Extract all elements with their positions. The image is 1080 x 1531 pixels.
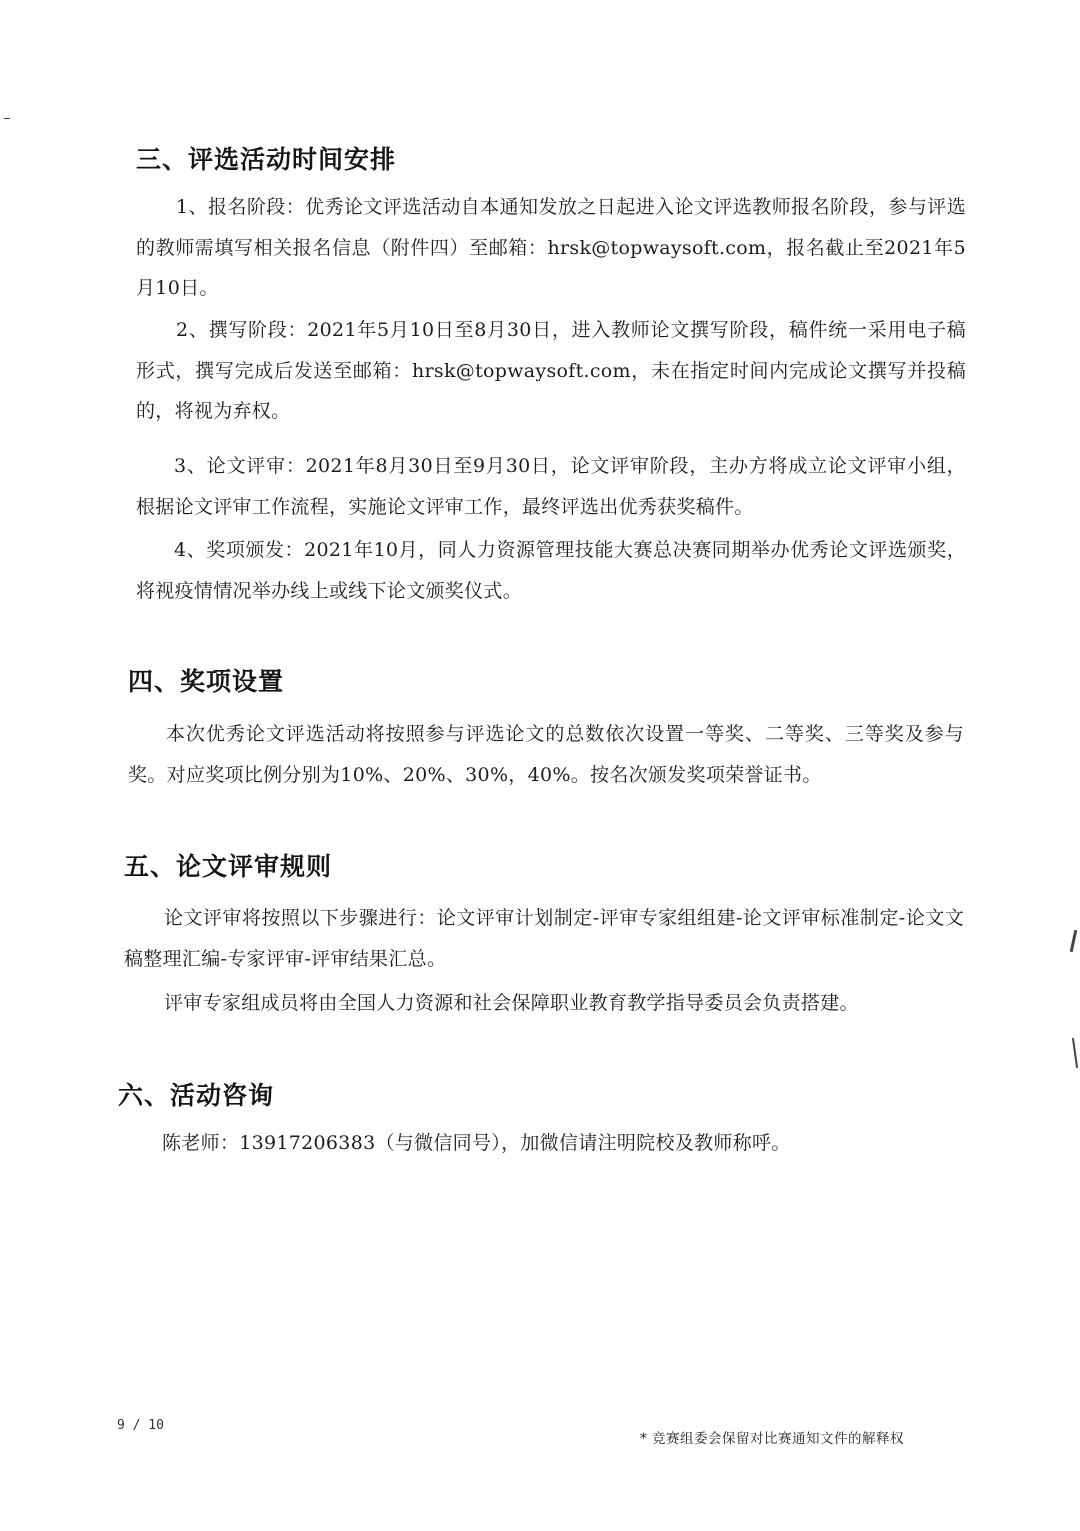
paragraph-review-committee: 评审专家组成员将由全国人力资源和社会保障职业教育教学指导委员会负责搭建。: [164, 992, 859, 1014]
section-heading-consultation: 六、活动咨询: [118, 1081, 275, 1110]
paragraph-review-steps: 论文评审将按照以下步骤进行：论文评审计划制定-评审专家组组建-论文评审标准制定-论文文稿整理汇编-专家评审-评审结果汇总。: [124, 907, 964, 970]
section-heading-awards: 四、奖项设置: [128, 667, 285, 696]
section-heading-schedule: 三、评选活动时间安排: [136, 145, 397, 174]
paragraph-registration-stage: 1、报名阶段：优秀论文评选活动自本通知发放之日起进入论文评选教师报名阶段，参与评选的教师需填写相关报名信息（附件四）至邮箱：hrsk@topwaysoft.com，报名截止至2021年5月10日。: [136, 196, 966, 299]
paragraph-award-settings: 本次优秀论文评选活动将按照参与评选论文的总数依次设置一等奖、二等奖、三等奖及参与奖。对应奖项比例分别为10%、20%、30%，40%。按名次颁发奖项荣誉证书。: [128, 723, 964, 786]
section-heading-review-rules: 五、论文评审规则: [124, 852, 333, 881]
paragraph-contact: 陈老师：13917206383（与微信同号），加微信请注明院校及教师称呼。: [162, 1132, 791, 1154]
footer-note: * 竞赛组委会保留对比赛通知文件的解释权: [640, 1431, 905, 1447]
paragraph-award-stage: 4、奖项颁发：2021年10月，同人力资源管理技能大赛总决赛同期举办优秀论文评选颁奖，将视疫情情况举办线上或线下论文颁奖仪式。: [136, 539, 966, 602]
paragraph-review-stage: 3、论文评审：2021年8月30日至9月30日，论文评审阶段，主办方将成立论文评审小组，根据论文评审工作流程，实施论文评审工作，最终评选出优秀获奖稿件。: [136, 455, 966, 518]
scan-artifact: [1070, 930, 1078, 952]
page-number: 9 / 10: [117, 1418, 164, 1433]
scan-artifact: [1072, 1038, 1078, 1068]
scan-artifact: [4, 118, 10, 119]
paragraph-writing-stage: 2、撰写阶段：2021年5月10日至8月30日，进入教师论文撰写阶段，稿件统一采用电子稿形式，撰写完成后发送至邮箱：hrsk@topwaysoft.com，未在指定时间内完成论文撰写并投稿的，将视为弃权。: [136, 319, 966, 422]
